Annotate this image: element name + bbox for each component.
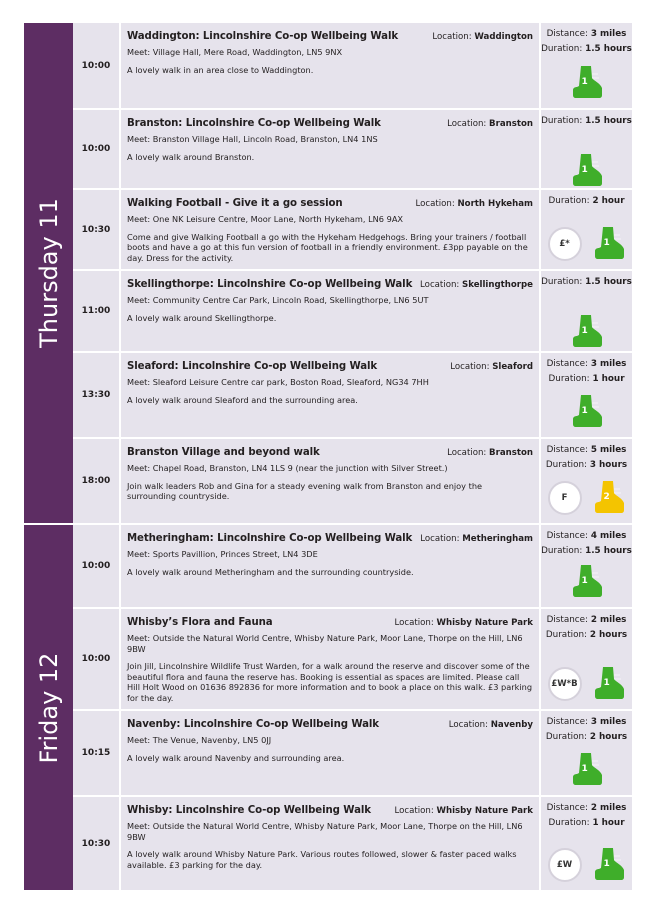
location-label: Location: [394, 618, 434, 628]
event-title: Metheringham: Lincolnshire Co-op Wellbeing Walk [127, 533, 413, 544]
event-location [420, 534, 533, 544]
duration-label: Duration: [541, 546, 583, 556]
day-band [24, 23, 73, 523]
location-label: Location: [432, 32, 472, 42]
distance-line [541, 357, 632, 372]
event-location [395, 618, 533, 628]
distance-label: Distance: [546, 717, 589, 727]
walking-boot-icon-green [592, 665, 626, 701]
day-block [24, 23, 632, 523]
event-title: Branston Village and beyond walk [127, 447, 320, 458]
distance-line [541, 613, 632, 628]
event-location [450, 362, 533, 372]
duration-line [541, 730, 632, 745]
distance-label: Distance: [546, 29, 589, 39]
event-description: A lovely walk around Whisby Nature Park. Various routes followed, slower & faster paced walks available. £3 parking for the day. [127, 849, 517, 870]
event-time: 10:00 [73, 525, 119, 607]
duration-line [541, 114, 632, 129]
event-description: A lovely walk around Metheringham and the surrounding countryside. [127, 566, 414, 577]
event-details [121, 110, 539, 188]
badge-group [541, 225, 632, 261]
event-title: Whisby: Lincolnshire Co-op Wellbeing Walk [127, 805, 371, 816]
meeting-point: Meet: One NK Leisure Centre, Moor Lane, North Hykeham, LN6 9AX [127, 214, 404, 224]
difficulty-level: 1 [603, 859, 610, 869]
day-label: Friday 12 [34, 652, 63, 763]
location-value: Sleaford [492, 362, 533, 372]
duration-line [541, 372, 632, 387]
distance-line [541, 529, 632, 544]
location-value: Whisby Nature Park [436, 618, 533, 628]
badge-group [541, 479, 632, 515]
event-details [121, 190, 539, 269]
distance-label: Distance: [546, 359, 589, 369]
event-location [447, 448, 533, 458]
event-info [541, 525, 632, 607]
badge-group [541, 313, 632, 349]
location-label: Location: [420, 534, 460, 544]
duration-line [541, 275, 632, 290]
event-info [541, 271, 632, 351]
event-description: Join walk leaders Rob and Gina for a steady evening walk from Branston and enjoy the surrounding countryside. [127, 480, 483, 501]
title-line [127, 361, 533, 372]
event-description: A lovely walk around Skellingthorpe. [127, 312, 277, 323]
event-info [541, 353, 632, 437]
distance-value: 2 miles [590, 803, 627, 813]
event-location [420, 280, 533, 290]
event-details [121, 797, 539, 890]
duration-value: 1.5 hours [585, 44, 632, 54]
distance-value: 3 miles [590, 359, 627, 369]
location-value: Whisby Nature Park [436, 806, 533, 816]
duration-label: Duration: [541, 44, 583, 54]
walking-boot-icon-green [570, 64, 604, 100]
event-title: Navenby: Lincolnshire Co-op Wellbeing Walk [127, 719, 379, 730]
duration-value: 2 hour [592, 196, 625, 206]
event-title: Walking Football - Give it a go session [127, 198, 343, 209]
event-row [73, 271, 632, 351]
duration-line [541, 194, 632, 209]
title-line [127, 805, 533, 816]
event-time: 10:00 [73, 110, 119, 188]
event-location [395, 806, 533, 816]
duration-label: Duration: [548, 374, 590, 384]
event-details [121, 711, 539, 795]
title-line [127, 198, 533, 209]
meeting-point: Meet: Branston Village Hall, Lincoln Road, Branston, LN4 1NS [127, 134, 378, 144]
event-row [73, 525, 632, 607]
event-time: 10:30 [73, 190, 119, 269]
event-location [449, 720, 533, 730]
title-line [127, 447, 533, 458]
distance-line [541, 443, 632, 458]
duration-value: 1.5 hours [585, 277, 632, 287]
event-location [432, 32, 533, 42]
duration-value: 1 hour [592, 374, 625, 384]
event-row [73, 23, 632, 108]
duration-label: Duration: [545, 630, 588, 640]
meeting-point: Meet: Outside the Natural World Centre, Whisby Nature Park, Moor Lane, Thorpe on the Hill, LN6 9BW [127, 633, 523, 654]
location-value: Branston [489, 119, 533, 129]
difficulty-level: 1 [603, 238, 610, 248]
meeting-point: Meet: The Venue, Navenby, LN5 0JJ [127, 735, 272, 745]
event-info [541, 439, 632, 523]
location-value: Skellingthorpe [462, 280, 533, 290]
location-value: North Hykeham [457, 199, 533, 209]
duration-value: 1.5 hours [585, 116, 632, 126]
difficulty-level: 1 [581, 406, 588, 416]
event-title: Sleaford: Lincolnshire Co-op Wellbeing Walk [127, 361, 378, 372]
location-label: Location: [447, 448, 487, 458]
distance-line [541, 27, 632, 42]
duration-value: 1.5 hours [585, 546, 632, 556]
event-details [121, 439, 539, 523]
location-label: Location: [450, 362, 490, 372]
event-details [121, 525, 539, 607]
event-row [73, 797, 632, 890]
walking-boot-icon-green [592, 225, 626, 261]
title-line [127, 118, 533, 129]
distance-line [541, 801, 632, 816]
location-label: Location: [448, 720, 488, 730]
duration-label: Duration: [548, 818, 590, 828]
event-description: A lovely walk around Branston. [127, 151, 255, 162]
duration-line [541, 42, 632, 57]
event-info [541, 23, 632, 108]
duration-line [541, 628, 632, 643]
event-time: 18:00 [73, 439, 119, 523]
event-row [73, 711, 632, 795]
badge-group [541, 393, 632, 429]
duration-label: Duration: [541, 116, 583, 126]
event-time: 10:00 [73, 609, 119, 709]
event-title: Whisby’s Flora and Fauna [127, 617, 273, 628]
duration-value: 2 hours [589, 732, 628, 742]
event-row [73, 190, 632, 269]
difficulty-level: 1 [581, 77, 588, 87]
day-label: Thursday 11 [34, 198, 63, 348]
event-description: A lovely walk around Navenby and surrounding area. [127, 752, 345, 763]
event-details [121, 353, 539, 437]
location-value: Waddington [474, 32, 533, 42]
distance-label: Distance: [546, 615, 589, 625]
title-line [127, 279, 533, 290]
duration-value: 3 hours [589, 460, 628, 470]
event-location [447, 119, 533, 129]
difficulty-level: 1 [581, 326, 588, 336]
event-row [73, 353, 632, 437]
event-row [73, 439, 632, 523]
day-block [24, 525, 632, 890]
event-info [541, 110, 632, 188]
event-description: Come and give Walking Football a go with the Hykeham Hedgehogs. Bring your trainers / football boots and have a go at this fun version of football in a friendly environment. £3pp payable on the day. Dress for the activity. [127, 231, 528, 263]
walking-boot-icon-green [570, 393, 604, 429]
distance-value: 2 miles [590, 615, 627, 625]
event-details [121, 271, 539, 351]
duration-label: Duration: [545, 460, 588, 470]
difficulty-level: 1 [581, 165, 588, 175]
badge-group [541, 64, 632, 100]
meeting-point: Meet: Sports Pavillion, Princes Street, LN4 3DE [127, 549, 318, 559]
title-line [127, 617, 533, 628]
duration-label: Duration: [545, 732, 588, 742]
badge-group [541, 665, 632, 701]
event-row [73, 609, 632, 709]
badge-group [541, 846, 632, 882]
event-details [121, 23, 539, 108]
event-description: A lovely walk in an area close to Waddington. [127, 64, 314, 75]
event-info [541, 711, 632, 795]
cost-badge: £* [548, 227, 582, 261]
event-details [121, 609, 539, 709]
meeting-point: Meet: Sleaford Leisure Centre car park, Boston Road, Sleaford, NG34 7HH [127, 377, 429, 387]
distance-label: Distance: [546, 803, 589, 813]
difficulty-level: 1 [581, 576, 588, 586]
walking-boot-icon-green [570, 313, 604, 349]
duration-value: 1 hour [592, 818, 625, 828]
event-time: 10:00 [73, 23, 119, 108]
title-line [127, 533, 533, 544]
distance-value: 3 miles [590, 29, 627, 39]
event-time: 10:15 [73, 711, 119, 795]
duration-line [541, 816, 632, 831]
difficulty-level: 1 [581, 764, 588, 774]
location-value: Metheringham [462, 534, 533, 544]
meeting-point: Meet: Chapel Road, Branston, LN4 1LS 9 (near the junction with Silver Street.) [127, 463, 448, 473]
duration-value: 2 hours [589, 630, 628, 640]
distance-line [541, 715, 632, 730]
walking-boot-icon-yellow [592, 479, 626, 515]
duration-line [541, 544, 632, 559]
duration-label: Duration: [541, 277, 583, 287]
distance-value: 5 miles [590, 445, 627, 455]
event-title: Waddington: Lincolnshire Co-op Wellbeing Walk [127, 31, 399, 42]
meeting-point: Meet: Community Centre Car Park, Lincoln Road, Skellingthorpe, LN6 5UT [127, 295, 429, 305]
event-title: Skellingthorpe: Lincolnshire Co-op Wellbeing Walk [127, 279, 413, 290]
difficulty-level: 1 [603, 678, 610, 688]
distance-value: 4 miles [590, 531, 627, 541]
location-label: Location: [447, 119, 487, 129]
event-time: 10:30 [73, 797, 119, 890]
duration-label: Duration: [548, 196, 590, 206]
duration-line [541, 458, 632, 473]
event-time: 11:00 [73, 271, 119, 351]
event-info [541, 190, 632, 269]
cost-badge: £W [548, 848, 582, 882]
walking-boot-icon-green [592, 846, 626, 882]
cost-badge: F [548, 481, 582, 515]
event-info [541, 609, 632, 709]
difficulty-level: 2 [603, 492, 610, 502]
location-label: Location: [420, 280, 460, 290]
event-title: Branston: Lincolnshire Co-op Wellbeing Walk [127, 118, 381, 129]
event-info [541, 797, 632, 890]
event-row [73, 110, 632, 188]
event-location [415, 199, 533, 209]
meeting-point: Meet: Village Hall, Mere Road, Waddington, LN5 9NX [127, 47, 343, 57]
badge-group [541, 152, 632, 188]
title-line [127, 719, 533, 730]
event-description: A lovely walk around Sleaford and the surrounding area. [127, 394, 358, 405]
event-time: 13:30 [73, 353, 119, 437]
location-label: Location: [394, 806, 434, 816]
distance-label: Distance: [546, 445, 589, 455]
badge-group [541, 751, 632, 787]
walking-boot-icon-green [570, 152, 604, 188]
event-description: Join Jill, Lincolnshire Wildlife Trust Warden, for a walk around the reserve and discover some of the beautiful flora and fauna the reserve has. Booking is essential as spaces are limited. Please call Hill Holt Wood on 01636 892836 for more information and to book a place on this walk. £3 parking for the day. [127, 661, 533, 703]
day-band [24, 525, 73, 890]
walking-boot-icon-green [570, 751, 604, 787]
location-value: Branston [489, 448, 533, 458]
walking-boot-icon-green [570, 563, 604, 599]
location-label: Location: [415, 199, 455, 209]
location-value: Navenby [490, 720, 533, 730]
title-line [127, 31, 533, 42]
meeting-point: Meet: Outside the Natural World Centre, Whisby Nature Park, Moor Lane, Thorpe on the Hill, LN6 9BW [127, 821, 523, 842]
distance-label: Distance: [546, 531, 589, 541]
badge-group [541, 563, 632, 599]
cost-badge: £W*B [548, 667, 582, 701]
distance-value: 3 miles [590, 717, 627, 727]
